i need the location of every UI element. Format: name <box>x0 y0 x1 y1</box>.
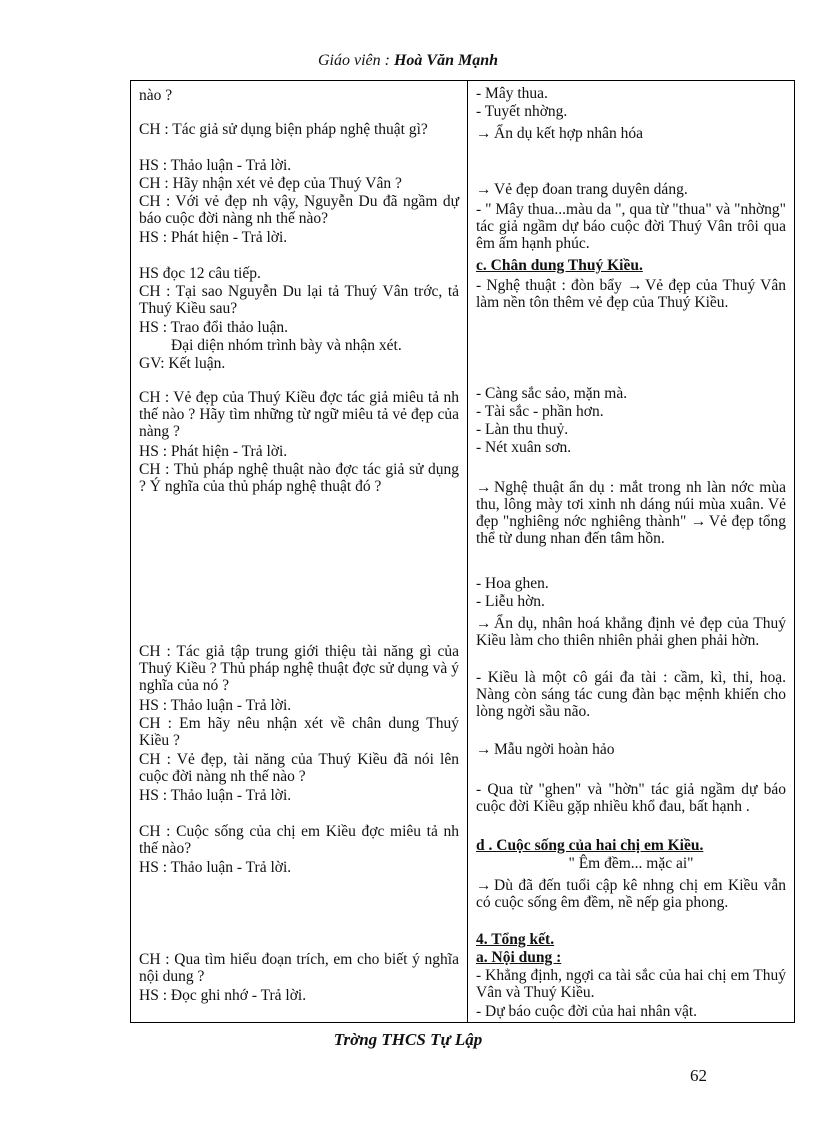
left-line: HS : Thảo luận - Trả lời. <box>139 859 292 876</box>
arrow-right-icon: → <box>476 125 492 142</box>
arrow-right-icon: → <box>476 181 492 198</box>
left-line: HS : Thảo luận - Trả lời. <box>139 787 292 804</box>
content-column <box>468 81 795 1023</box>
left-line: GV: Kết luận. <box>139 355 226 372</box>
left-line: HS : Đọc ghi nhớ - Trả lời. <box>139 987 307 1004</box>
right-line <box>476 615 786 649</box>
arrow-right-icon: → <box>476 741 492 758</box>
left-line: CH : Thủ pháp nghệ thuật nào đợc tác giả sử dụng ? Ý nghĩa của thủ pháp nghệ thuật đó ? <box>139 461 459 495</box>
right-line-text: Dù đã đến tuổi cập kê nhng chị em Kiều vẫn có cuộc sống êm đềm, nề nếp gia phong. <box>476 877 786 911</box>
left-line: CH : Tác giả sử dụng biện pháp nghệ thuật gì? <box>139 121 428 138</box>
left-line: HS : Thảo luận - Trả lời. <box>139 697 292 714</box>
arrow-right-icon: → <box>690 513 707 530</box>
left-line: HS : Thảo luận - Trả lời. <box>139 157 292 174</box>
right-line-text: Vẻ đẹp tổng thể từ dung nhan đến tâm hồn. <box>476 513 787 547</box>
left-line: HS : Trao đổi thảo luận. <box>139 319 288 336</box>
right-line: - Làn thu thuỷ. <box>476 421 569 438</box>
right-line <box>476 125 786 142</box>
arrow-right-icon: → <box>476 877 492 894</box>
page-header <box>0 52 816 70</box>
left-line: CH : Qua tìm hiểu đoạn trích, em cho biết ý nghĩa nội dung ? <box>139 951 459 985</box>
right-line: - Mây thua. <box>476 85 548 102</box>
right-line: - Liễu hờn. <box>476 593 545 610</box>
section-heading-d: d . Cuộc sống của hai chị em Kiều. <box>476 837 704 854</box>
right-line: - Tuyết nhờng. <box>476 103 568 120</box>
right-line: - Tài sắc - phần hơn. <box>476 403 604 420</box>
right-line <box>476 741 786 758</box>
arrow-right-icon: → <box>627 277 643 294</box>
left-line: CH : Em hãy nêu nhận xét về chân dung Thuý Kiều ? <box>139 715 459 749</box>
right-line <box>476 181 786 198</box>
right-line-text: Mẫu ngời hoàn hảo <box>494 741 615 758</box>
right-line-text: Vẻ đẹp đoan trang duyên dáng. <box>494 181 688 198</box>
left-line: HS : Phát hiện - Trả lời. <box>139 229 288 246</box>
left-line: nào ? <box>139 87 173 104</box>
right-line: - Hoa ghen. <box>476 575 549 592</box>
page-footer: Trờng THCS Tự Lập <box>333 1030 483 1049</box>
right-line-text: Ẩn dụ kết hợp nhân hóa <box>494 125 643 142</box>
right-line: - Kiều là một cô gái đa tài : cầm, kì, thi, hoạ. Nàng còn sáng tác cung đàn bạc mệnh khiến cho lòng ngời sầu não. <box>476 669 786 720</box>
right-line <box>476 877 786 911</box>
right-line: - Khẳng định, ngợi ca tài sắc của hai chị em Thuý Vân và Thuý Kiều. <box>476 967 786 1001</box>
left-line: CH : Vẻ đẹp của Thuý Kiều đợc tác giả miêu tả nh thế nào ? Hãy tìm những từ ngữ miêu tả vẻ đẹp của nàng ? <box>139 389 459 440</box>
right-line: - Qua từ "ghen" và "hờn" tác giả ngầm dự báo cuộc đời Kiều gặp nhiều khổ đau, bất hạnh . <box>476 781 786 815</box>
left-line: Đại diện nhóm trình bày và nhận xét. <box>171 337 402 354</box>
left-line: CH : Tác giả tập trung giới thiệu tài năng gì của Thuý Kiều ? Thủ pháp nghệ thuật đợc sử dụng và ý nghĩa của nó ? <box>139 643 459 694</box>
right-line: - " Mây thua...màu da ", qua từ "thua" và "nhờng" tác giả ngầm dự báo cuộc đời Thuý Vân trôi qua êm ấm hạnh phúc. <box>476 201 786 252</box>
lesson-table <box>130 80 795 1023</box>
header-prefix: Giáo viên : <box>317 52 394 69</box>
right-line: " Êm đềm... mặc ai" <box>568 855 694 872</box>
right-line: - Càng sắc sảo, mặn mà. <box>476 385 628 402</box>
page-number: 62 <box>690 1066 707 1085</box>
right-line: - Dự báo cuộc đời của hai nhân vật. <box>476 1003 698 1020</box>
right-line <box>476 479 786 547</box>
left-line: CH : Tại sao Nguyễn Du lại tả Thuý Vân trớc, tả Thuý Kiều sau? <box>139 283 459 317</box>
left-line: CH : Cuộc sống của chị em Kiều đợc miêu tả nh thế nào? <box>139 823 459 857</box>
arrow-right-icon: → <box>476 479 492 496</box>
teacher-name: Hoà Văn Mạnh <box>393 52 499 69</box>
right-line: - Nét xuân sơn. <box>476 439 572 456</box>
left-line: HS đọc 12 câu tiếp. <box>139 265 261 282</box>
section-heading-c: c. Chân dung Thuý Kiều. <box>476 257 643 274</box>
left-line: HS : Phát hiện - Trả lời. <box>139 443 288 460</box>
right-line-text: Vẻ đẹp của Thuý Vân làm nền tôn thêm vẻ đẹp của Thuý Kiều. <box>476 277 787 311</box>
right-line-text: Nghệ thuật ẩn dụ : mắt trong nh làn nớc mùa thu, lông mày tơi xinh nh dáng núi mùa xuân. Vẻ đẹp "nghiêng nớc nghiêng thành" <box>476 479 786 530</box>
arrow-right-icon: → <box>476 615 492 632</box>
section-heading-4: 4. Tổng kết. <box>476 931 555 948</box>
activity-column <box>131 81 468 1023</box>
section-heading-a: a. Nội dung : <box>476 949 562 966</box>
left-line: CH : Với vẻ đẹp nh vậy, Nguyễn Du đã ngầm dự báo cuộc đời nàng nh thế nào? <box>139 193 459 227</box>
right-line-text: - Nghệ thuật : đòn bẩy <box>476 277 622 294</box>
right-line-text: Ẩn dụ, nhân hoá khẳng định vẻ đẹp của Thuý Kiều làm cho thiên nhiên phải ghen phải hờn. <box>476 615 786 649</box>
right-line <box>476 277 786 311</box>
left-line: CH : Vẻ đẹp, tài năng của Thuý Kiều đã nói lên cuộc đời nàng nh thế nào ? <box>139 751 459 785</box>
left-line: CH : Hãy nhận xét vẻ đẹp của Thuý Vân ? <box>139 175 402 192</box>
